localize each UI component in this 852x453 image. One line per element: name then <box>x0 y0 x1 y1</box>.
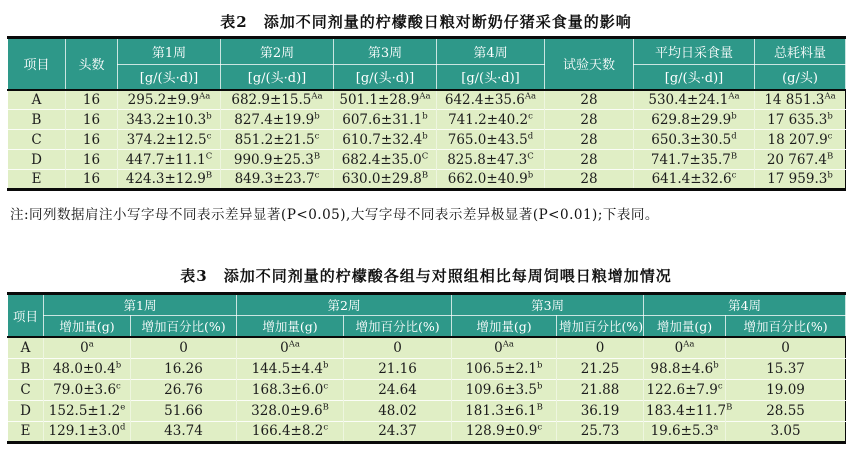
significance-superscript: b <box>115 360 122 370</box>
cell: 51.66 <box>131 400 237 421</box>
cell: A <box>8 90 66 110</box>
table-row <box>8 170 846 190</box>
cell: $825.8\pm 47.3^C$ <box>437 150 545 170</box>
significance-superscript: B <box>730 151 738 161</box>
t3-sub-amount-w1: 增加量(g) <box>44 316 131 338</box>
significance-superscript: c <box>731 170 737 181</box>
significance-superscript: b <box>827 170 833 181</box>
cell: 343.2±10.3$^b$ <box>118 110 221 130</box>
significance-superscript: c <box>537 422 543 433</box>
cell: 36.19 <box>557 400 644 421</box>
cell: 21.16 <box>344 358 452 379</box>
t3-sub-amount-w3: 增加量(g) <box>452 316 557 338</box>
cell: B <box>8 358 44 379</box>
table2-body <box>8 90 846 190</box>
cell: 15.37 <box>726 358 846 379</box>
t3-sub-percent-w2: 增加百分比(%) <box>344 316 452 338</box>
cell: A <box>8 337 44 358</box>
cell: 16 <box>66 90 118 110</box>
cell: 21.25 <box>557 358 644 379</box>
cell: 765.0±43.5$^d$ <box>437 130 545 150</box>
cell: 17 959.3$^b$ <box>755 170 846 190</box>
cell: 168.3±6.0$^c$ <box>237 379 344 400</box>
t2-col-item: 项目 <box>8 38 66 90</box>
cell: 16 <box>66 150 118 170</box>
significance-superscript: b <box>422 111 428 121</box>
cell: 607.6±31.1$^b$ <box>334 110 437 130</box>
cell: 0 <box>557 337 644 358</box>
t2-unit-total: (g/头) <box>755 65 846 90</box>
cell: 109.6±3.5$^b$ <box>452 379 557 400</box>
significance-superscript: Aa <box>824 91 836 102</box>
significance-superscript: Aa <box>524 91 537 102</box>
cell: 48.0±0.4$^b$ <box>44 358 131 379</box>
significance-superscript: e <box>120 402 126 412</box>
cell: 0 <box>344 337 452 358</box>
significance-superscript: b <box>713 360 719 370</box>
cell: 851.2±21.5$^c$ <box>221 130 334 150</box>
cell: 827.4±19.9$^b$ <box>221 110 334 130</box>
cell: $295.2\pm 9.9^{Aa}$ <box>118 90 221 110</box>
table3-body <box>8 337 846 442</box>
significance-superscript: b <box>206 111 212 121</box>
table-row <box>8 421 846 442</box>
cell: 21.88 <box>557 379 644 400</box>
cell: 650.3±30.5$^d$ <box>634 130 755 150</box>
cell: 79.0±3.6$^c$ <box>44 379 131 400</box>
significance-superscript: c <box>827 131 833 141</box>
significance-superscript: c <box>206 131 212 141</box>
table-row <box>8 130 846 150</box>
cell: 129.1±3.0$^d$ <box>44 421 131 442</box>
cell: 16.26 <box>131 358 237 379</box>
t3-group-week2: 第2周 <box>237 294 452 316</box>
t3-group-week4: 第4周 <box>644 294 846 316</box>
cell: 610.7±32.4$^b$ <box>334 130 437 150</box>
cell: 28 <box>545 170 634 190</box>
cell: 629.8±29.9$^b$ <box>634 110 755 130</box>
cell: 19.09 <box>726 379 846 400</box>
significance-superscript: B <box>826 151 834 161</box>
cell: 741.2±40.2$^c$ <box>437 110 545 130</box>
significance-superscript: d <box>119 422 126 433</box>
cell: 24.37 <box>344 421 452 442</box>
cell: 849.3±23.7$^c$ <box>221 170 334 190</box>
cell: 43.74 <box>131 421 237 442</box>
t3-sub-percent-w3: 增加百分比(%) <box>557 316 644 338</box>
significance-superscript: b <box>827 111 833 121</box>
table-row <box>8 337 846 358</box>
cell: $0^{Aa}$ <box>452 337 557 358</box>
significance-superscript: c <box>528 111 533 121</box>
cell: $530.4\pm 24.1^{Aa}$ <box>634 90 755 110</box>
significance-superscript: a <box>713 422 719 433</box>
cell: 26.76 <box>131 379 237 400</box>
t2-col-week1: 第1周 <box>118 38 221 65</box>
cell: $181.3\pm 6.1^B$ <box>452 400 557 421</box>
t3-group-week3: 第3周 <box>452 294 644 316</box>
significance-superscript: b <box>314 111 320 121</box>
t3-col-item: 项目 <box>8 294 44 338</box>
cell: 0 <box>131 337 237 358</box>
significance-superscript: b <box>731 111 737 121</box>
t2-col-week2: 第2周 <box>221 38 334 65</box>
significance-superscript: B <box>536 402 543 412</box>
cell: 16 <box>66 110 118 130</box>
table-row <box>8 110 846 130</box>
table2-header <box>8 38 846 90</box>
significance-note: 注:同列数据肩注小写字母不同表示差异显著(P<0.05),大写字母不同表示差异极显著(P<0.01);下表同。 <box>10 207 659 223</box>
cell: 28 <box>545 150 634 170</box>
cell: $183.4\pm 11.7^B$ <box>644 400 726 421</box>
significance-superscript: Aa <box>502 339 514 350</box>
significance-superscript: b <box>527 170 534 181</box>
table3-header <box>8 294 846 338</box>
cell: $328.0\pm 9.6^B$ <box>237 400 344 421</box>
cell: $0^{Aa}$ <box>644 337 726 358</box>
cell: 128.9±0.9$^c$ <box>452 421 557 442</box>
cell: 3.05 <box>726 421 846 442</box>
significance-superscript: c <box>314 131 320 141</box>
cell: 106.5±2.1$^b$ <box>452 358 557 379</box>
cell: E <box>8 421 44 442</box>
t2-unit-week3: [g/(头·d)] <box>334 65 437 90</box>
t2-unit-week4: [g/(头·d)] <box>437 65 545 90</box>
cell: $741.7\pm 35.7^B$ <box>634 150 755 170</box>
t2-col-week4: 第4周 <box>437 38 545 65</box>
significance-superscript: B <box>322 402 329 412</box>
cell: B <box>8 110 66 130</box>
t3-group-week1: 第1周 <box>44 294 237 316</box>
cell: 18 207.9$^c$ <box>755 130 846 150</box>
cell: 0 <box>726 337 846 358</box>
table-row <box>8 400 846 421</box>
cell: $424.3\pm 12.9^B$ <box>118 170 221 190</box>
cell: 152.5±1.2$^e$ <box>44 400 131 421</box>
cell: $501.1\pm 28.9^{Aa}$ <box>334 90 437 110</box>
t2-col-avg-intake: 平均日采食量 <box>634 38 755 65</box>
cell: 28 <box>545 90 634 110</box>
significance-superscript: B <box>421 170 429 181</box>
t2-unit-avg: [g/(头·d)] <box>634 65 755 90</box>
significance-superscript: c <box>717 381 723 391</box>
cell: 374.2±12.5$^c$ <box>118 130 221 150</box>
t3-sub-amount-w2: 增加量(g) <box>237 316 344 338</box>
significance-superscript: B <box>726 402 733 412</box>
significance-superscript: b <box>537 360 543 370</box>
t2-unit-week1: [g/(头·d)] <box>118 65 221 90</box>
table-row <box>8 150 846 170</box>
cell: 16 <box>66 170 118 190</box>
table3-feed-increase <box>7 292 846 444</box>
significance-superscript: Aa <box>288 339 300 350</box>
cell: $682.4\pm 35.0^C$ <box>334 150 437 170</box>
cell: C <box>8 379 44 400</box>
significance-superscript: C <box>527 151 534 161</box>
cell: 16 <box>66 130 118 150</box>
cell: $682.9\pm 15.5^{Aa}$ <box>221 90 334 110</box>
significance-superscript: Aa <box>683 339 695 350</box>
significance-superscript: b <box>323 360 329 370</box>
t2-col-heads: 头数 <box>66 38 118 90</box>
significance-superscript: Aa <box>419 91 431 102</box>
table2-title: 表2 添加不同剂量的柠檬酸日粮对断奶仔猪采食量的影响 <box>220 13 632 31</box>
cell: D <box>8 150 66 170</box>
significance-superscript: C <box>421 151 429 161</box>
cell: E <box>8 170 66 190</box>
t2-col-days: 试验天数 <box>545 38 634 90</box>
significance-superscript: b <box>422 131 428 141</box>
table-row <box>8 358 846 379</box>
significance-superscript: d <box>527 131 534 141</box>
t2-col-total-feed: 总耗料量 <box>755 38 846 65</box>
table-row <box>8 90 846 110</box>
significance-superscript: c <box>323 422 329 433</box>
cell: $0^{Aa}$ <box>237 337 344 358</box>
t3-sub-percent-w1: 增加百分比(%) <box>131 316 237 338</box>
t2-unit-week2: [g/(头·d)] <box>221 65 334 90</box>
cell: 28 <box>545 130 634 150</box>
significance-superscript: c <box>323 381 329 391</box>
cell: D <box>8 400 44 421</box>
cell: 144.5±4.4$^b$ <box>237 358 344 379</box>
cell: 24.64 <box>344 379 452 400</box>
significance-superscript: c <box>314 170 320 181</box>
table-row <box>8 379 846 400</box>
significance-superscript: B <box>313 151 321 161</box>
cell: 641.4±32.6$^c$ <box>634 170 755 190</box>
significance-superscript: C <box>205 151 213 161</box>
cell: 122.6±7.9$^c$ <box>644 379 726 400</box>
cell: 28.55 <box>726 400 846 421</box>
significance-superscript: a <box>88 339 94 350</box>
table3-title: 表3 添加不同剂量的柠檬酸各组与对照组相比每周饲喂日粮增加情况 <box>180 267 672 285</box>
cell: 28 <box>545 110 634 130</box>
cell: 48.02 <box>344 400 452 421</box>
significance-superscript: B <box>205 170 213 181</box>
cell: 662.0±40.9$^b$ <box>437 170 545 190</box>
cell: $642.4\pm 35.6^{Aa}$ <box>437 90 545 110</box>
cell: 17 635.3$^b$ <box>755 110 846 130</box>
cell: 166.4±8.2$^c$ <box>237 421 344 442</box>
cell: $630.0\pm 29.8^B$ <box>334 170 437 190</box>
cell: 0$^a$ <box>44 337 131 358</box>
significance-superscript: Aa <box>311 91 323 102</box>
cell: 19.6±5.3$^a$ <box>644 421 726 442</box>
cell: 25.73 <box>557 421 644 442</box>
cell: 98.8±4.6$^b$ <box>644 358 726 379</box>
significance-superscript: c <box>116 381 121 391</box>
cell: $447.7\pm 11.1^C$ <box>118 150 221 170</box>
t3-sub-amount-w4: 增加量(g) <box>644 316 726 338</box>
t2-col-week3: 第3周 <box>334 38 437 65</box>
cell: 14 $851.3^{Aa}$ <box>755 90 846 110</box>
cell: C <box>8 130 66 150</box>
table2-feed-intake <box>7 36 846 191</box>
significance-superscript: b <box>537 381 543 391</box>
significance-superscript: Aa <box>199 91 211 102</box>
significance-superscript: Aa <box>728 91 740 102</box>
cell: $990.9\pm 25.3^B$ <box>221 150 334 170</box>
significance-superscript: d <box>731 131 737 141</box>
cell: 20 $767.4^B$ <box>755 150 846 170</box>
t3-sub-percent-w4: 增加百分比(%) <box>726 316 846 338</box>
